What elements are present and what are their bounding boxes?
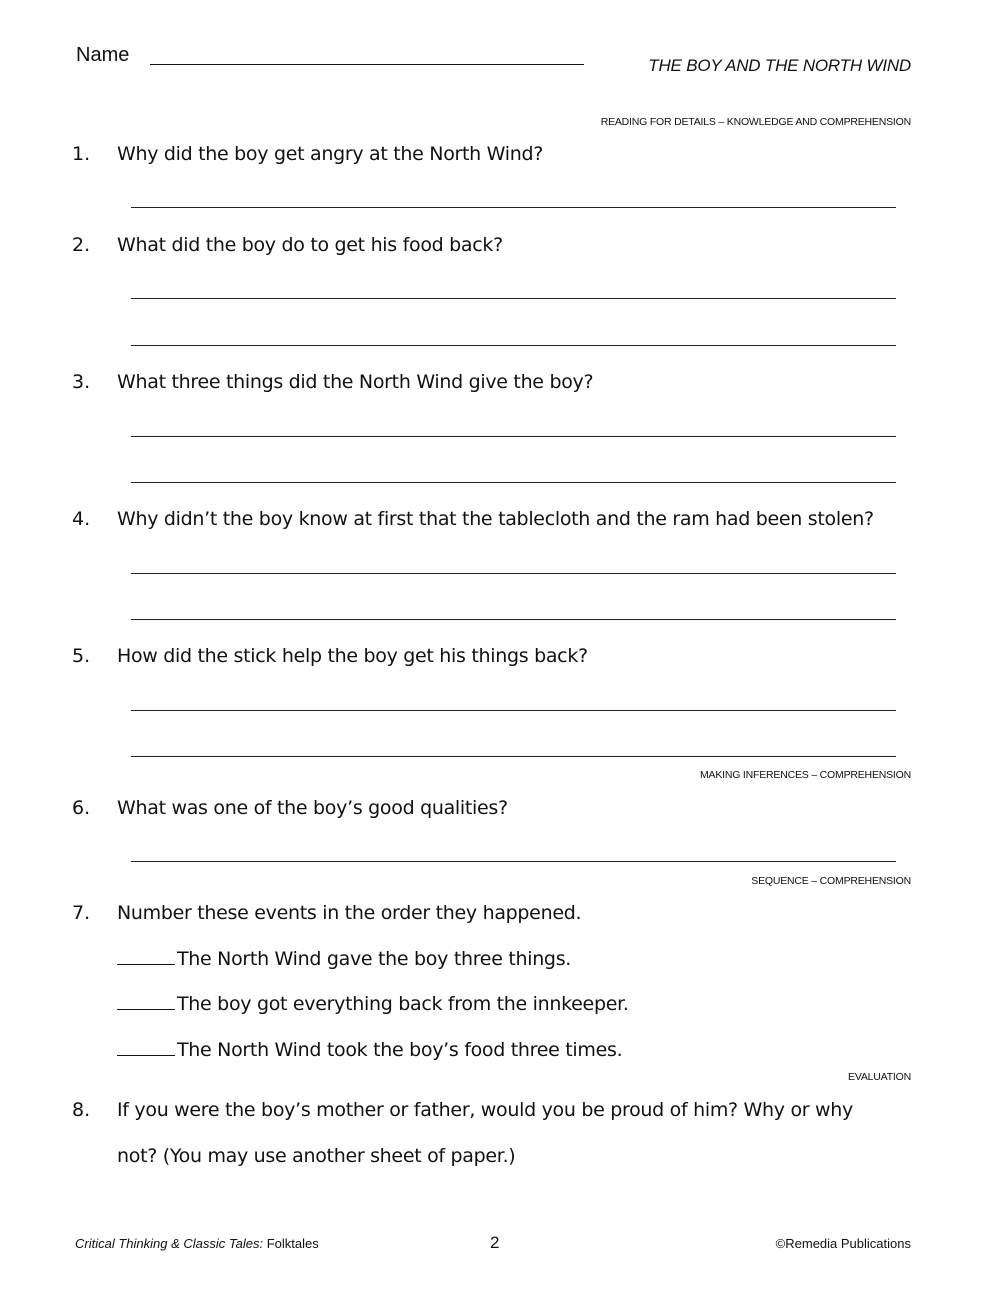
question-2-text: What did the boy do to get his food back? [117, 234, 503, 256]
answer-line-q3-1[interactable] [131, 436, 896, 437]
section-label-sequence: SEQUENCE – COMPREHENSION [751, 875, 911, 887]
question-7-text: Number these events in the order they happened. [117, 902, 582, 924]
sequence-blank-3[interactable] [117, 1041, 175, 1056]
answer-line-q3-2[interactable] [131, 482, 896, 483]
sequence-blank-1[interactable] [117, 950, 175, 965]
question-8-number: 8. [72, 1099, 91, 1121]
question-7-number: 7. [72, 902, 91, 924]
question-6-number: 6. [72, 797, 91, 819]
footer-book-title-italic: Critical Thinking & Classic Tales: [75, 1236, 264, 1251]
sequence-blank-2[interactable] [117, 995, 175, 1010]
question-1-number: 1. [72, 143, 91, 165]
question-5-number: 5. [72, 645, 91, 667]
section-label-details: READING FOR DETAILS – KNOWLEDGE AND COMPREHENSION [600, 116, 911, 128]
sequence-event-2-text: The boy got everything back from the innkeeper. [177, 993, 629, 1015]
answer-line-q2-1[interactable] [131, 298, 896, 299]
footer-book-title-rest: Folktales [263, 1236, 319, 1251]
answer-line-q1-1[interactable] [131, 207, 896, 208]
name-label: Name [76, 44, 130, 66]
answer-line-q5-1[interactable] [131, 710, 896, 711]
question-2-number: 2. [72, 234, 91, 256]
question-8-text-line2: not? (You may use another sheet of paper.) [117, 1145, 516, 1167]
question-8-text-line1: If you were the boy’s mother or father, would you be proud of him? Why or why [117, 1099, 853, 1121]
sequence-event-1-text: The North Wind gave the boy three things. [177, 948, 572, 970]
question-5-text: How did the stick help the boy get his things back? [117, 645, 588, 667]
answer-line-q4-2[interactable] [131, 619, 896, 620]
answer-line-q6-1[interactable] [131, 861, 896, 862]
question-4-number: 4. [72, 508, 91, 530]
section-label-inferences: MAKING INFERENCES – COMPREHENSION [699, 769, 911, 781]
worksheet-title: THE BOY AND THE NORTH WIND [648, 56, 911, 75]
page-number: 2 [490, 1233, 500, 1252]
footer-publisher: ©Remedia Publications [775, 1236, 911, 1251]
question-3-text: What three things did the North Wind give the boy? [117, 371, 594, 393]
answer-line-q4-1[interactable] [131, 573, 896, 574]
sequence-event-3-text: The North Wind took the boy’s food three times. [177, 1039, 623, 1061]
name-field-line[interactable] [150, 64, 584, 65]
sequence-event-1 [117, 948, 571, 970]
answer-line-q5-2[interactable] [131, 756, 896, 757]
question-4-text: Why didn’t the boy know at first that the tablecloth and the ram had been stolen? [117, 508, 874, 530]
question-3-number: 3. [72, 371, 91, 393]
sequence-event-3 [117, 1039, 622, 1061]
sequence-event-2 [117, 993, 629, 1015]
answer-line-q2-2[interactable] [131, 345, 896, 346]
section-label-evaluation: EVALUATION [848, 1071, 911, 1083]
question-6-text: What was one of the boy’s good qualities? [117, 797, 508, 819]
footer-book-title [75, 1236, 319, 1251]
question-1-text: Why did the boy get angry at the North Wind? [117, 143, 543, 165]
